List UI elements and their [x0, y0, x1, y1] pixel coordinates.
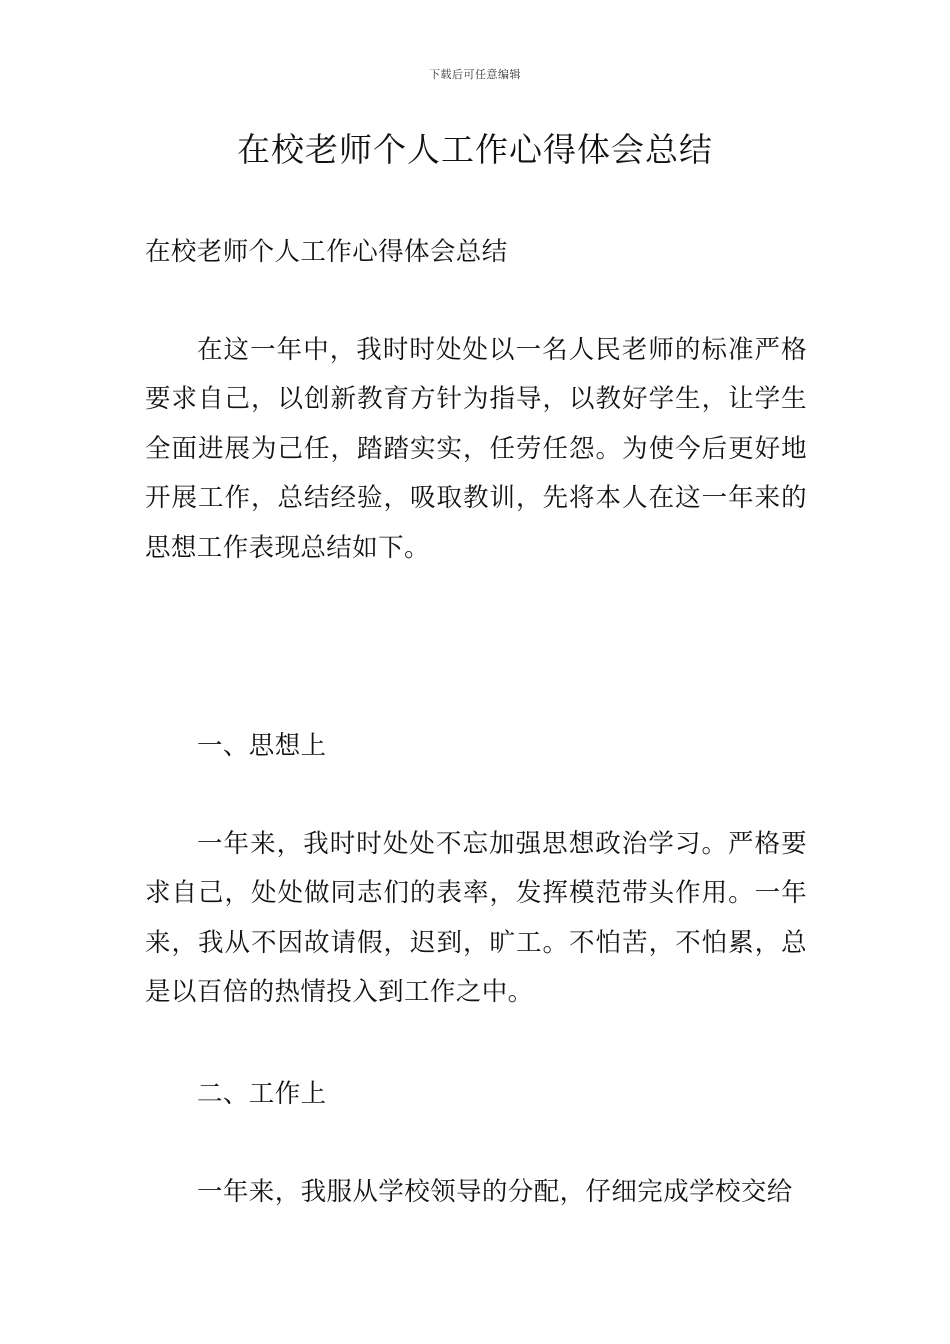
- intro-paragraph: 在这一年中，我时时处处以一名人民老师的标准严格要求自己，以创新教育方针为指导，以教好学生，让学生全面进展为己任，踏踏实实，任劳任怨。为使今后更好地开展工作，总结经验，吸取教训，先将本人在这一年来的思想工作表现总结如下。: [145, 335, 807, 563]
- work-paragraph: 一年来，我服从学校领导的分配，仔细完成学校交给: [197, 1177, 793, 1207]
- section-heading-work: 二、工作上: [197, 1079, 327, 1109]
- document-title: 在校老师个人工作心得体会总结: [237, 130, 713, 169]
- document-subtitle: 在校老师个人工作心得体会总结: [145, 237, 508, 267]
- header-note: 下载后可任意编辑: [429, 68, 521, 81]
- thought-paragraph: 一年来，我时时处处不忘加强思想政治学习。严格要求自己，处处做同志们的表率，发挥模范带头作用。一年来，我从不因故请假，迟到，旷工。不怕苦，不怕累，总是以百倍的热情投入到工作之中。: [145, 829, 807, 1008]
- section-heading-thought: 一、思想上: [197, 731, 327, 761]
